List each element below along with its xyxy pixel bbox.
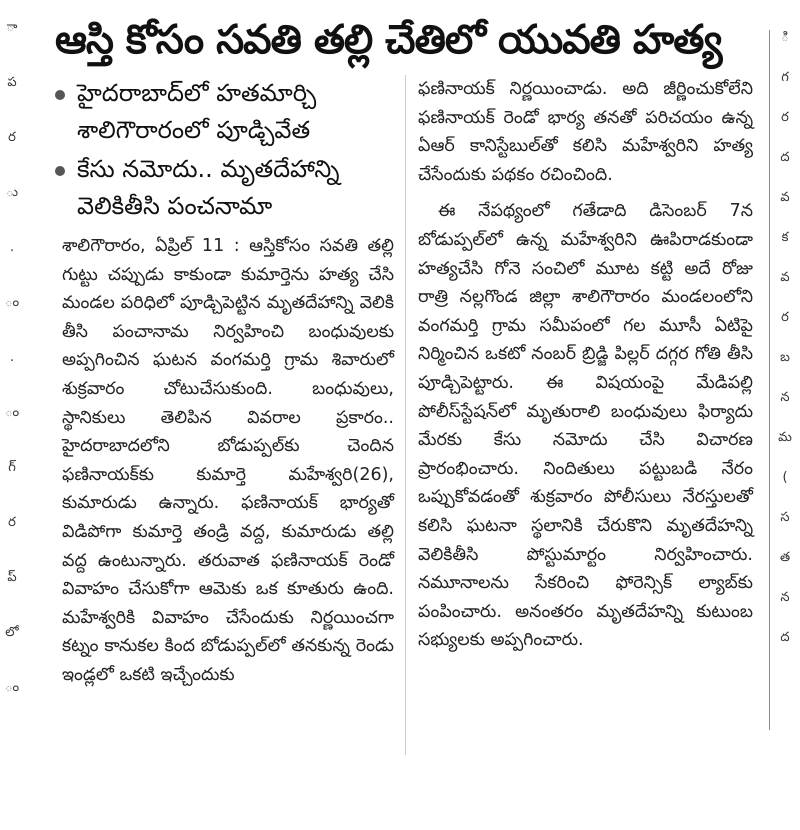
bullet-item bbox=[55, 151, 395, 225]
right-edge-fragment: ద bbox=[780, 150, 790, 165]
right-edge-fragment: ద bbox=[780, 630, 790, 645]
adjacent-article-left-edge bbox=[0, 20, 24, 720]
bullet-text: హైదరాబాద్‌లో హతమార్చి శాలిగౌరారంలో పూడ్చివేత bbox=[77, 79, 317, 144]
right-edge-fragment: న bbox=[780, 590, 790, 605]
left-edge-fragment: ప్ bbox=[7, 570, 17, 585]
bullet-dot-icon bbox=[55, 90, 65, 100]
right-edge-fragment: క bbox=[781, 230, 789, 245]
headline: ఆస్తి కోసం సవతి తల్లి చేతిలో యువతి హత్య bbox=[55, 17, 722, 63]
right-edge-fragment: న bbox=[780, 390, 790, 405]
bullet-dot-icon bbox=[55, 166, 65, 176]
right-edge-fragment: ( bbox=[782, 470, 788, 485]
left-edge-fragment: ం bbox=[4, 295, 20, 310]
right-edge-fragment: వ bbox=[780, 270, 790, 285]
left-edge-fragment: ర bbox=[8, 130, 16, 145]
left-edge-fragment: ు bbox=[5, 185, 18, 200]
right-edge-fragment: ర bbox=[781, 310, 789, 325]
bullet-item bbox=[55, 75, 395, 149]
left-edge-fragment: ం bbox=[4, 680, 20, 695]
subheadline-bullets bbox=[55, 75, 395, 227]
left-edge-fragment: ప bbox=[7, 75, 17, 90]
left-edge-fragment: ం bbox=[4, 405, 20, 420]
right-edge-fragment: స bbox=[780, 510, 790, 525]
right-edge-fragment: మ bbox=[778, 430, 792, 445]
article-body-right-column bbox=[418, 75, 753, 655]
left-edge-fragment: . bbox=[9, 350, 15, 365]
article-body-left-column bbox=[62, 232, 394, 690]
right-edge-fragment: గ bbox=[781, 70, 789, 85]
adjacent-article-right-edge bbox=[769, 30, 800, 730]
left-edge-fragment: లో bbox=[5, 625, 19, 640]
right-edge-fragment: ర bbox=[781, 110, 789, 125]
right-edge-fragment: బ bbox=[780, 350, 790, 365]
paragraph: ఫణినాయక్ నిర్ణయించాడు. అది జీర్ణించుకోలేని ఫణినాయక్ రెండో భార్య తనతో పరిచయం ఉన్న ఏఆర్ కానిస్టేబుల్‌తో కలిసి మహేశ్వరిని హత్య చేసేందుకు పథకం రచించింది. bbox=[418, 79, 753, 185]
paragraph: శాలిగౌరారం, ఏప్రిల్ 11 : ఆస్తికోసం సవతి తల్లి గుట్టు చప్పుడు కాకుండా కుమార్తెను హత్య చేసి మండల పరిధిలో పూడ్చిపెట్టిన మృతదేహాన్ని వెలికి తీసి పంచానామ నిర్వహించి బంధువులకు అప్పగించిన ఘటన వంగమర్తి గ్రామ శివారులో శుక్రవారం చోటుచేసుకుంది. బంధువులు, స్థానికులు తెలిపిన వివరాల ప్రకారం.. హైదరాబాదలోని బోడుప్పల్‌కు చెందిన ఫణినాయక్‌కు కుమార్తె మహేశ్వరి(26), కుమారుడు ఉన్నారు. ఫణినాయక్ భార్యతో విడిపోగా కుమార్తె తండ్రి వద్ద, కుమారుడు తల్లి వద్ద ఉంటున్నారు. తరువాత ఫణినాయక్ రెండో వివాహం చేసుకోగా ఆమెకు ఒక కూతురు ఉంది. మహేశ్వరికి వివాహం చేసేందుకు నిర్ణయించగా కట్నం కానుకల కింద బోడుప్పల్‌లో తనకున్న రెండు ఇండ్లలో ఒకటి ఇచ్చేందుకు bbox=[62, 236, 394, 685]
left-edge-fragment: . bbox=[9, 240, 15, 255]
left-edge-fragment: ా bbox=[6, 20, 18, 35]
column-divider bbox=[405, 75, 406, 755]
right-edge-fragment: త bbox=[779, 550, 791, 565]
right-edge-fragment: వ bbox=[780, 190, 790, 205]
right-edge-fragment: ి bbox=[781, 30, 789, 45]
left-edge-fragment: గ్ bbox=[8, 460, 16, 475]
left-edge-fragment: ర bbox=[8, 515, 16, 530]
paragraph: ఈ నేపథ్యంలో గతేడాది డిసెంబర్ 7న బోడుప్పల్‌లో ఉన్న మహేశ్వరిని ఊపిరాడకుండా హత్యచేసి గోనె సంచిలో మూట కట్టి అదే రోజు రాత్రి నల్లగొండ జిల్లా శాలిగౌరారం మండలంలోని వంగమర్తి గ్రామ సమీపంలో గల మూసీ ఏటిపై నిర్మించిన ఒకటో నంబర్ బ్రిడ్జి పిల్లర్ దగ్గర గోతి తీసి పూడ్చిపెట్టారు. ఈ విషయంపై మేడిపల్లి పోలీస్‌స్టేషన్‌లో మృతురాలి బంధువులు ఫిర్యాదు మేరకు కేసు నమోదు చేసి విచారణ ప్రారంభించారు. నిందితులు పట్టుబడి నేరం ఒప్పుకోవడంతో శుక్రవారం పోలీసులు నేరస్తులతో కలిసి ఘటనా స్థలానికి చేరుకొని మృతదేహన్ని వెలికితీసి పోస్టుమార్టం నిర్వహించారు. నమూనాలను సేకరించి ఫోరెన్సిక్ ల్యాబ్‌కు పంపించారు. అనంతరం మృతదేహన్ని కుటుంబ సభ్యులకు అప్పగించారు. bbox=[418, 201, 753, 651]
bullet-text: కేసు నమోదు.. మృతదేహాన్ని వెలికితీసి పంచనామా bbox=[77, 155, 340, 220]
